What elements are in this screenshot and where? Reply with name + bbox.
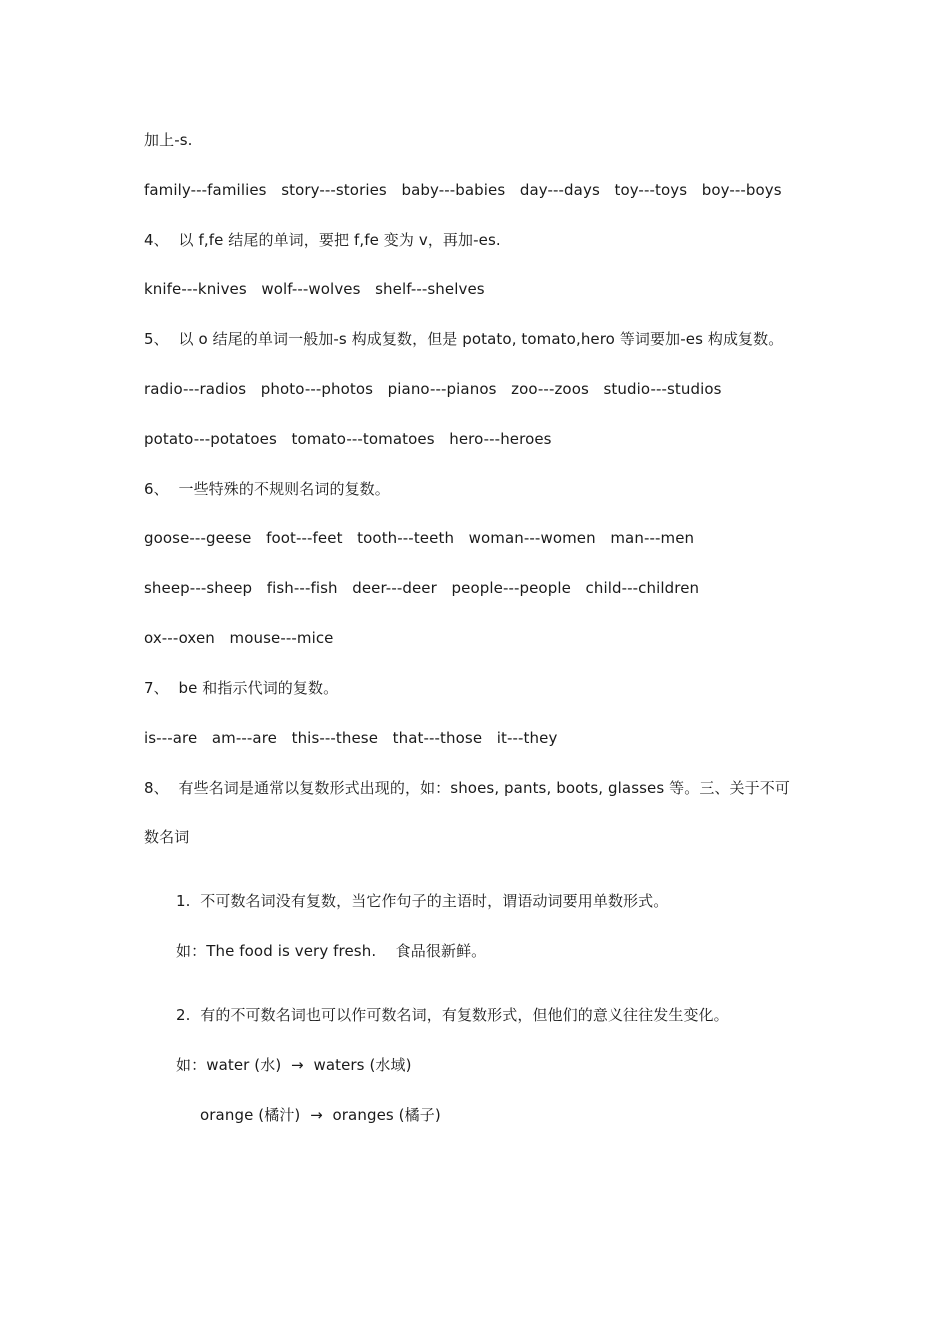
text-line: ox---oxen mouse---mice (144, 629, 334, 647)
text-line: sheep---sheep fish---fish deer---deer people---people child---children (144, 579, 700, 597)
uncountable-rule-2: 2. 有的不可数名词也可以作可数名词，有复数形式，但他们的意义往往发生变化。 (176, 1006, 729, 1024)
text-line: 数名词 (144, 828, 190, 846)
rule-8-heading: 8、 有些名词是通常以复数形式出现的，如：shoes, pants, boots, glasses 等。三、关于不可 (144, 779, 790, 797)
rule-6-heading: 6、 一些特殊的不规则名词的复数。 (144, 480, 390, 498)
example-line: orange (橘汁) → oranges (橘子) (200, 1106, 441, 1124)
text-line: is---are am---are this---these that---those it---they (144, 729, 558, 747)
text-line: family---families story---stories baby---babies day---days toy---toys boy---boys (144, 181, 782, 199)
text-line: knife---knives wolf---wolves shelf---shelves (144, 280, 485, 298)
rule-4-heading: 4、 以 f,fe 结尾的单词，要把 f,fe 变为 v，再加-es. (144, 231, 501, 249)
rule-5-heading: 5、 以 o 结尾的单词一般加-s 构成复数，但是 potato, tomato,hero 等词要加-es 构成复数。 (144, 330, 784, 348)
uncountable-rule-1: 1. 不可数名词没有复数，当它作句子的主语时，谓语动词要用单数形式。 (176, 892, 669, 910)
example-line: 如：The food is very fresh. 食品很新鲜。 (176, 942, 487, 960)
example-line: 如：water (水) → waters (水域) (176, 1056, 412, 1074)
text-line: 加上-s. (144, 131, 193, 149)
text-line: radio---radios photo---photos piano---pianos zoo---zoos studio---studios (144, 380, 722, 398)
rule-7-heading: 7、 be 和指示代词的复数。 (144, 679, 339, 697)
text-line: goose---geese foot---feet tooth---teeth woman---women man---men (144, 529, 695, 547)
text-line: potato---potatoes tomato---tomatoes hero---heroes (144, 430, 552, 448)
